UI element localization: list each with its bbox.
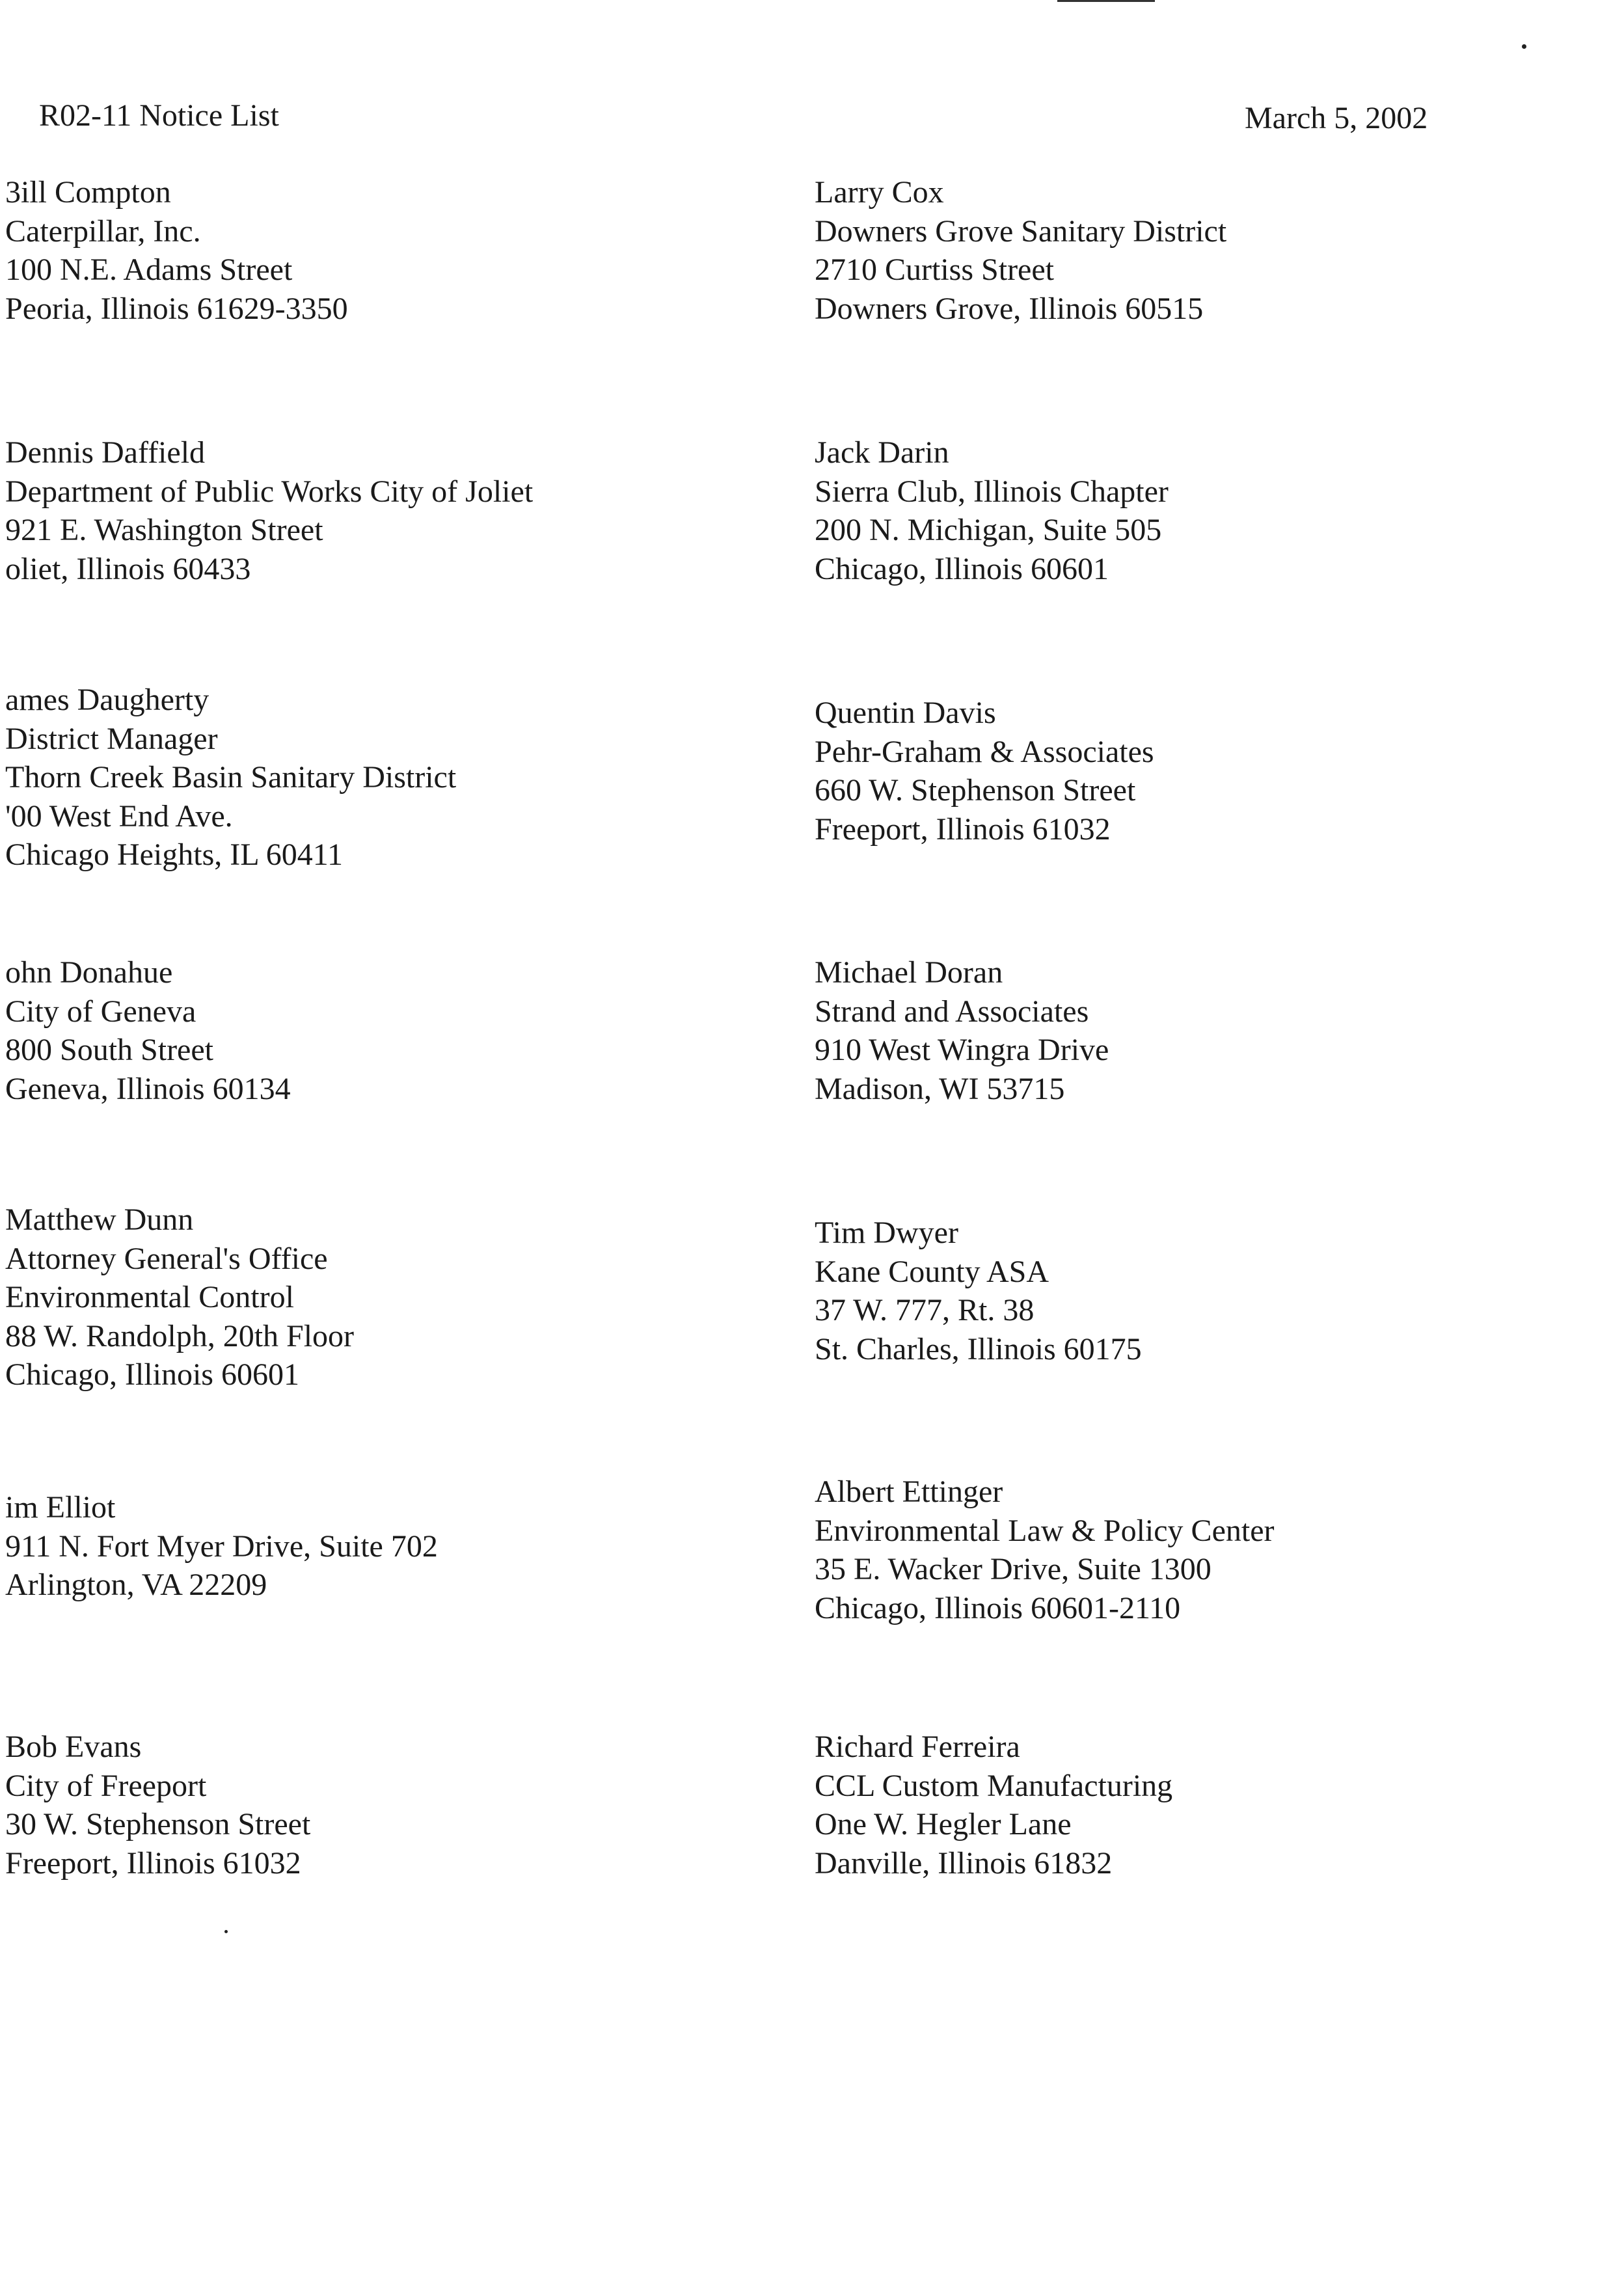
address-line: 100 N.E. Adams Street [5,252,293,287]
address-block [815,1473,1275,1627]
address-line: Danville, Illinois 61832 [815,1845,1113,1881]
address-line: Caterpillar, Inc. [5,213,201,249]
contact-name: ohn Donahue [5,955,173,990]
contact-name: Michael Doran [815,955,1003,990]
address-block [5,173,348,328]
address-line: Environmental Control [5,1280,294,1314]
notice-list-title: R02-11 Notice List [39,98,279,133]
address-line: City of Freeport [5,1768,207,1803]
address-line: Environmental Law & Policy Center [815,1513,1275,1548]
address-line: 88 W. Randolph, 20th Floor [5,1318,355,1353]
address-line: CCL Custom Manufacturing [815,1768,1173,1803]
contact-name: Richard Ferreira [815,1730,1020,1764]
address-block [815,694,1154,849]
top-rule [1057,0,1155,2]
address-block [5,433,533,588]
address-line: Arlington, VA 22209 [5,1568,267,1602]
address-line: Geneva, Illinois 60134 [5,1071,291,1106]
address-line: 200 N. Michigan, Suite 505 [815,513,1162,547]
contact-name: im Elliot [5,1490,116,1525]
address-block [815,1728,1172,1882]
address-block [5,1488,438,1605]
address-line: Department of Public Works City of Joliet [5,474,534,509]
address-line: Peoria, Illinois 61629-3350 [5,291,348,326]
address-line: 921 E. Washington Street [5,513,323,547]
address-line: 2710 Curtiss Street [815,252,1054,287]
address-line: St. Charles, Illinois 60175 [815,1331,1142,1366]
address-line: Chicago, Illinois 60601-2110 [815,1590,1181,1625]
address-line: Attorney General's Office [5,1241,328,1276]
address-line: 911 N. Fort Myer Drive, Suite 702 [5,1528,438,1564]
contact-name: Bob Evans [5,1730,142,1764]
contact-name: Dennis Daffield [5,435,206,470]
address-line: Strand and Associates [815,994,1089,1029]
address-line: 660 W. Stephenson Street [815,773,1136,808]
address-line: Madison, WI 53715 [815,1071,1065,1106]
contact-name: Tim Dwyer [815,1216,958,1250]
address-block [815,433,1169,588]
address-line: District Manager [5,721,218,756]
contact-name: 3ill Compton [5,175,171,210]
contact-name: Matthew Dunn [5,1202,194,1237]
document-date: March 5, 2002 [1245,101,1428,135]
address-line: Downers Grove, Illinois 60515 [815,291,1204,326]
address-line: Freeport, Illinois 61032 [5,1845,301,1881]
address-line: Chicago, Illinois 60601 [815,551,1109,586]
address-line: City of Geneva [5,994,196,1029]
address-block [815,1214,1142,1368]
address-line: Chicago, Illinois 60601 [5,1357,299,1392]
address-block [5,1728,310,1882]
contact-name: Jack Darin [815,435,949,470]
address-line: Kane County ASA [815,1254,1049,1289]
address-line: One W. Hegler Lane [815,1807,1072,1841]
address-line: Chicago Heights, IL 60411 [5,837,344,872]
contact-name: Albert Ettinger [815,1474,1003,1509]
address-block [5,681,456,875]
contact-name: ames Daugherty [5,683,210,717]
address-line: '00 West End Ave. [5,798,233,834]
address-line: Freeport, Illinois 61032 [815,811,1111,847]
address-line: 37 W. 777, Rt. 38 [815,1293,1035,1327]
contact-name: Larry Cox [815,175,944,210]
address-line: 30 W. Stephenson Street [5,1807,311,1841]
address-line: Downers Grove Sanitary District [815,213,1227,249]
speck [1522,44,1526,49]
address-line: 910 West Wingra Drive [815,1033,1109,1067]
address-block [5,953,291,1108]
address-block [5,1201,354,1394]
speck [224,1930,228,1933]
address-block [815,173,1226,328]
address-line: Sierra Club, Illinois Chapter [815,474,1169,509]
address-line: oliet, Illinois 60433 [5,551,251,586]
address-line: Pehr-Graham & Associates [815,734,1154,769]
contact-name: Quentin Davis [815,696,996,730]
address-block [815,953,1109,1108]
address-line: Thorn Creek Basin Sanitary District [5,760,457,795]
address-line: 35 E. Wacker Drive, Suite 1300 [815,1552,1211,1586]
address-line: 800 South Street [5,1033,213,1067]
